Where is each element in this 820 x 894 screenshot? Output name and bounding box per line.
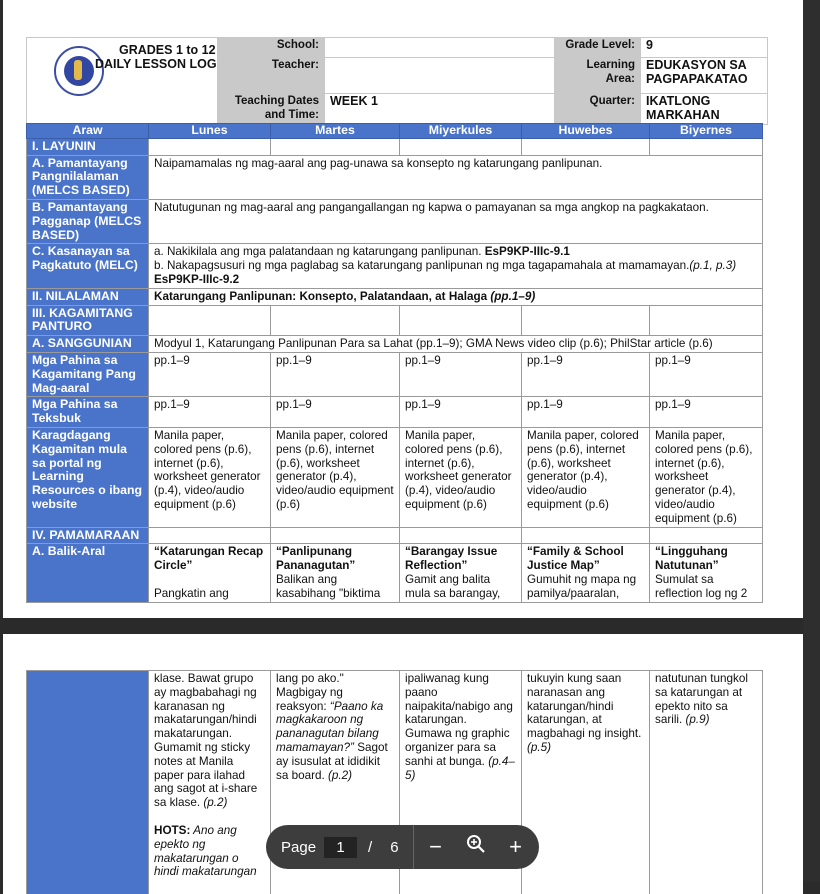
row-label-pahina-teksbuk: Mga Pahina sa Teksbuk [27, 397, 149, 428]
table-row [27, 336, 763, 353]
day-header-martes: Martes [271, 124, 400, 139]
header-table [26, 37, 768, 125]
activity-text: Balikan ang kasabihang "biktima [276, 573, 394, 601]
activity-text: Sagot ay isusulat at ididikit sa board. [276, 741, 388, 782]
cell-balik-aral-martes [271, 544, 400, 602]
table-row [27, 527, 763, 544]
page-ref: (p.4–5) [405, 755, 515, 782]
activity-text: Gumuhit ng mapa ng pamilya/paaralan, [527, 573, 644, 601]
cell-pahina-magaaral-lunes: pp.1–9 [149, 352, 271, 396]
cell-karagdagang-martes: Manila paper, colored pens (p.6), internet (p.6), worksheet generator (p.4), video/audio equipment (p.6) [271, 427, 400, 527]
cell-pahina-teksbuk-biyernes: pp.1–9 [650, 397, 763, 428]
kasanayan-b-ref: (p.1, p.3) [689, 259, 736, 272]
current-page-input[interactable]: 1 [324, 837, 357, 858]
table-row [27, 244, 763, 288]
cell-balik-aral-lunes [149, 544, 271, 602]
activity-text: tukuyin kung saan naranasan ang katarungan/hindi katarungan, at magbahagi ng insight. [527, 672, 641, 740]
row-label-kagamitang-panturo: III. KAGAMITANG PANTURO [27, 305, 149, 336]
row-label-continued [27, 671, 149, 894]
cell-balik-aral-biyernes-cont [650, 671, 763, 894]
zoom-fit-icon[interactable] [456, 834, 496, 860]
grade-level-label: Grade Level: [555, 38, 641, 58]
kasanayan-a-code: EsP9KP-IIIc-9.1 [485, 245, 570, 258]
cell-balik-aral-huwebes-cont [522, 671, 650, 894]
activity-text: lang po ako." Magbigay ng reaksyon: [276, 672, 344, 713]
cell-karagdagang-miyerkules: Manila paper, colored pens (p.6), internet (p.6), worksheet generator (p.4), video/audio equipment (p.6) [400, 427, 522, 527]
row-label-pamamaraan: IV. PAMAMARAAN [27, 527, 149, 544]
table-row [27, 427, 763, 527]
table-row [27, 544, 763, 602]
school-value[interactable] [325, 38, 555, 58]
teacher-label: Teacher: [218, 58, 325, 94]
pdf-page-toolbar [266, 825, 539, 869]
cell-karagdagang-lunes: Manila paper, colored pens (p.6), internet (p.6), worksheet generator (p.4), video/audio equipment (p.6) [149, 427, 271, 527]
cell-karagdagang-huwebes: Manila paper, colored pens (p.6), internet (p.6), worksheet generator (p.4), video/audio equipment (p.6) [522, 427, 650, 527]
table-row [27, 352, 763, 396]
row-label-layunin: I. LAYUNIN [27, 138, 149, 155]
activity-title: “Panlipunang Pananagutan” [276, 545, 394, 573]
page-ref: (p.2) [328, 769, 352, 782]
school-label: School: [218, 38, 325, 58]
day-header-miyerkules: Miyerkules [400, 124, 522, 139]
cell-pahina-teksbuk-huwebes: pp.1–9 [522, 397, 650, 428]
grade-level-value[interactable]: 9 [641, 38, 768, 58]
cell-balik-aral-huwebes [522, 544, 650, 602]
activity-text: Pangkatin ang [154, 587, 265, 601]
cell-balik-aral-miyerkules [400, 544, 522, 602]
sanggunian-text: Modyul 1, Katarungang Panlipunan Para sa Lahat (pp.1–9); GMA News video clip (p.6); PhilStar article (p.6) [149, 336, 763, 353]
row-label-pahina-magaaral: Mga Pahina sa Kagamitang Pang Mag-aaral [27, 352, 149, 396]
activity-title: “Barangay Issue Reflection” [405, 545, 516, 573]
nilalaman-ref: (pp.1–9) [490, 290, 535, 303]
table-row [27, 138, 763, 155]
days-header-row [27, 124, 763, 139]
total-pages: 6 [390, 839, 398, 856]
page-separator: / [368, 839, 372, 856]
page-label: Page [281, 839, 316, 856]
cell-pahina-magaaral-miyerkules: pp.1–9 [400, 352, 522, 396]
table-row [27, 288, 763, 305]
toolbar-divider [413, 825, 414, 869]
teacher-value[interactable] [325, 58, 555, 94]
cell-pahina-teksbuk-martes: pp.1–9 [271, 397, 400, 428]
activity-text: Sumulat sa reflection log ng 2 [655, 573, 757, 601]
kasanayan-b-text: b. Nakapagsusuri ng mga paglabag sa katarungang panlipunan ng mga tagapamahala at mamamayan. [154, 259, 689, 272]
pamantayang-pangnilalaman-text: Naipamamalas ng mag-aaral ang pag-unawa sa konsepto ng katarungang panlipunan. [149, 155, 763, 199]
day-header-huwebes: Huwebes [522, 124, 650, 139]
header-title-cell [27, 38, 218, 125]
row-label-karagdagang-kagamitan: Karagdagang Kagamitan mula sa portal ng Learning Resources o ibang website [27, 427, 149, 527]
title-daily-lesson-log: DAILY LESSON LOG [95, 58, 217, 72]
activity-title: “Family & School Justice Map” [527, 545, 644, 573]
learning-area-label: Learning Area: [555, 58, 641, 94]
cell-pahina-magaaral-huwebes: pp.1–9 [522, 352, 650, 396]
quarter-value[interactable]: IKATLONG MARKAHAN [641, 94, 768, 125]
cell-balik-aral-biyernes [650, 544, 763, 602]
activity-text: ipaliwanag kung paano naipakita/nabigo ang katarungan. Gumawa ng graphic organizer para sa sanhi at bunga. [405, 672, 513, 768]
teaching-dates-value[interactable]: WEEK 1 [325, 94, 555, 125]
page-ref: (p.9) [686, 713, 710, 726]
activity-title: “Katarungan Recap Circle” [154, 545, 265, 573]
kasanayan-text [149, 244, 763, 288]
zoom-out-icon[interactable]: − [416, 834, 456, 860]
activity-text: natutunan tungkol sa katarungan at epekto nito sa sarili. [655, 672, 748, 726]
title-grades: GRADES 1 to 12 [119, 44, 216, 58]
table-row [27, 155, 763, 199]
page-gap [0, 618, 803, 634]
page-ref: (p.5) [527, 741, 551, 754]
row-label-kasanayan: C. Kasanayan sa Pagkatuto (MELC) [27, 244, 149, 288]
zoom-in-icon[interactable]: + [496, 834, 536, 860]
hots-label: HOTS: [154, 824, 190, 837]
table-row [27, 305, 763, 336]
row-label-pamantayang-pagganap: B. Pamantayang Pagganap (MELCS BASED) [27, 199, 149, 243]
cell-pahina-teksbuk-miyerkules: pp.1–9 [400, 397, 522, 428]
viewer-scrollbar[interactable] [803, 0, 820, 882]
cell-balik-aral-lunes-cont [149, 671, 271, 894]
cell-pahina-teksbuk-lunes: pp.1–9 [149, 397, 271, 428]
quarter-label: Quarter: [555, 94, 641, 125]
lesson-log-table [26, 123, 763, 603]
cell-karagdagang-biyernes: Manila paper, colored pens (p.6), internet (p.6), worksheet generator (p.4), video/audio equipment (p.6) [650, 427, 763, 527]
row-label-nilalaman: II. NILALAMAN [27, 288, 149, 305]
row-label-balik-aral: A. Balik-Aral [27, 544, 149, 602]
kasanayan-a-text: a. Nakikilala ang mga palatandaan ng katarungang panlipunan. [154, 245, 485, 258]
cell-pahina-magaaral-martes: pp.1–9 [271, 352, 400, 396]
nilalaman-title: Katarungang Panlipunan: Konsepto, Palatandaan, at Halaga [154, 290, 490, 303]
day-header-araw: Araw [27, 124, 149, 139]
nilalaman-text [149, 288, 763, 305]
activity-text: klase. Bawat grupo ay magbabahagi ng karanasan ng makatarungan/hindi makatarungan. Gumamit ng sticky notes at Manila paper para ilahad ang sagot at i-share sa klase. [154, 672, 257, 809]
activity-question: “Paano ka magkakaroon ng pananagutan bilang mamamayan?” [276, 700, 383, 754]
activity-title: “Lingguhang Natutunan” [655, 545, 757, 573]
teaching-dates-label: Teaching Dates and Time: [218, 94, 325, 125]
learning-area-value[interactable]: EDUKASYON SA PAGPAPAKATAO [641, 58, 768, 94]
pamantayang-pagganap-text: Natutugunan ng mag-aaral ang pangangallangan ng kapwa o pamayanan sa mga angkop na pagkakataon. [149, 199, 763, 243]
kasanayan-b-code: EsP9KP-IIIc-9.2 [154, 273, 239, 286]
hots-text: Ano ang epekto ng makatarungan o hindi makatarungan [154, 824, 257, 878]
table-row [27, 397, 763, 428]
page-ref: (p.2) [203, 796, 227, 809]
day-header-biyernes: Biyernes [650, 124, 763, 139]
document-page-1 [3, 0, 803, 618]
activity-text: Gamit ang balita mula sa barangay, [405, 573, 516, 601]
row-label-pamantayang-pangnilalaman: A. Pamantayang Pangnilalaman (MELCS BASED) [27, 155, 149, 199]
cell-pahina-magaaral-biyernes: pp.1–9 [650, 352, 763, 396]
row-label-sanggunian: A. SANGGUNIAN [27, 336, 149, 353]
table-row [27, 199, 763, 243]
day-header-lunes: Lunes [149, 124, 271, 139]
